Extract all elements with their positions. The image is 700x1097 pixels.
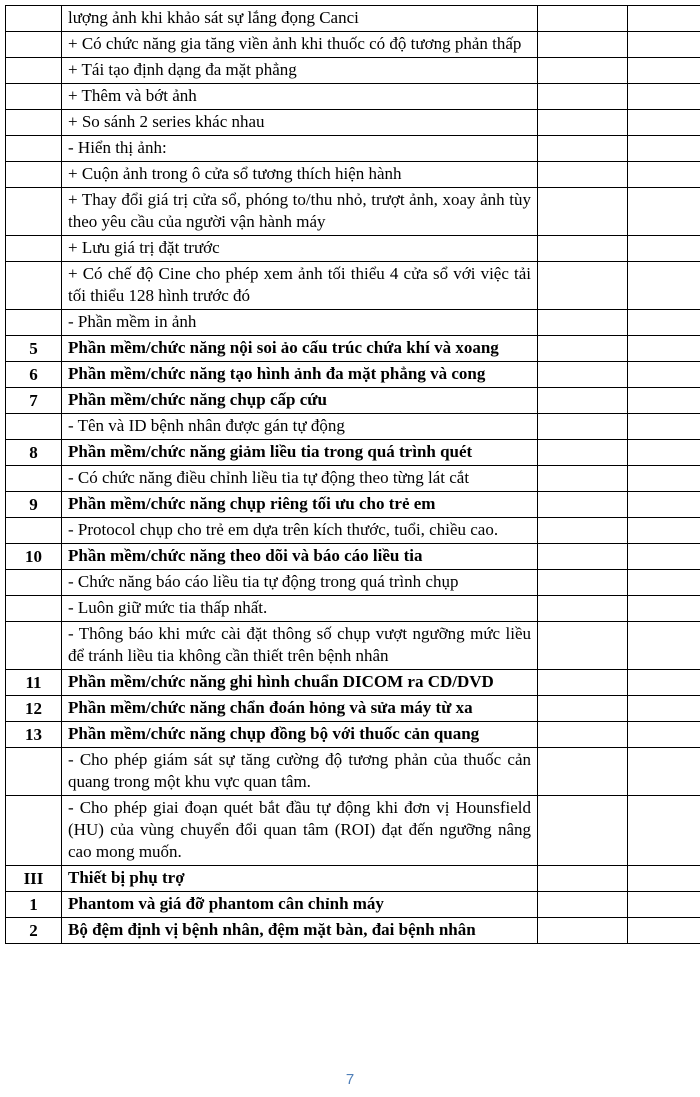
row-description-cell: Phần mềm/chức năng chụp riêng tối ưu cho trẻ em — [62, 492, 538, 518]
row-description-cell: + Có chế độ Cine cho phép xem ảnh tối thiểu 4 cửa sổ với việc tải tối thiểu 128 hình trước đó — [62, 262, 538, 310]
empty-cell — [538, 892, 628, 918]
empty-cell — [538, 236, 628, 262]
row-number-cell — [6, 596, 62, 622]
row-number-cell — [6, 32, 62, 58]
table-row — [6, 466, 700, 492]
row-number-cell — [6, 796, 62, 866]
table-row — [6, 188, 700, 236]
row-description-cell: lượng ảnh khi khảo sát sự lắng đọng Canci — [62, 6, 538, 32]
empty-cell — [538, 162, 628, 188]
empty-cell — [538, 748, 628, 796]
table-row — [6, 748, 700, 796]
row-number-cell — [6, 188, 62, 236]
table-row — [6, 6, 700, 32]
row-description-cell: - Hiển thị ảnh: — [62, 136, 538, 162]
empty-cell — [628, 136, 700, 162]
row-description-cell: Phần mềm/chức năng nội soi ảo cấu trúc chứa khí và xoang — [62, 336, 538, 362]
row-description-cell: - Thông báo khi mức cài đặt thông số chụp vượt ngưỡng mức liều để tránh liều tia không cần thiết trên bệnh nhân — [62, 622, 538, 670]
table-row — [6, 892, 700, 918]
row-number-cell: 1 — [6, 892, 62, 918]
empty-cell — [538, 32, 628, 58]
empty-cell — [628, 892, 700, 918]
row-description-cell: + Tái tạo định dạng đa mặt phẳng — [62, 58, 538, 84]
row-description-cell: Phần mềm/chức năng chụp cấp cứu — [62, 388, 538, 414]
empty-cell — [628, 310, 700, 336]
empty-cell — [628, 84, 700, 110]
empty-cell — [628, 696, 700, 722]
table-row — [6, 262, 700, 310]
empty-cell — [628, 518, 700, 544]
table-row — [6, 544, 700, 570]
row-number-cell: 9 — [6, 492, 62, 518]
empty-cell — [538, 622, 628, 670]
row-description-cell: - Tên và ID bệnh nhân được gán tự động — [62, 414, 538, 440]
empty-cell — [628, 262, 700, 310]
row-number-cell — [6, 6, 62, 32]
table-row — [6, 310, 700, 336]
table-row — [6, 336, 700, 362]
empty-cell — [538, 310, 628, 336]
row-number-cell — [6, 110, 62, 136]
row-number-cell — [6, 84, 62, 110]
empty-cell — [628, 188, 700, 236]
empty-cell — [538, 136, 628, 162]
row-number-cell: 13 — [6, 722, 62, 748]
table-row — [6, 492, 700, 518]
empty-cell — [628, 440, 700, 466]
empty-cell — [538, 110, 628, 136]
row-description-cell: Phantom và giá đỡ phantom cân chỉnh máy — [62, 892, 538, 918]
row-number-cell — [6, 570, 62, 596]
empty-cell — [538, 518, 628, 544]
row-number-cell: 7 — [6, 388, 62, 414]
table-row — [6, 136, 700, 162]
empty-cell — [628, 748, 700, 796]
row-number-cell — [6, 466, 62, 492]
empty-cell — [628, 492, 700, 518]
row-description-cell: + So sánh 2 series khác nhau — [62, 110, 538, 136]
empty-cell — [538, 336, 628, 362]
empty-cell — [538, 6, 628, 32]
table-row — [6, 918, 700, 944]
table-row — [6, 596, 700, 622]
empty-cell — [628, 58, 700, 84]
empty-cell — [538, 58, 628, 84]
table-row — [6, 866, 700, 892]
table-row — [6, 722, 700, 748]
empty-cell — [628, 622, 700, 670]
row-description-cell: + Thêm và bớt ảnh — [62, 84, 538, 110]
row-number-cell — [6, 136, 62, 162]
row-number-cell — [6, 162, 62, 188]
row-description-cell: - Protocol chụp cho trẻ em dựa trên kích thước, tuổi, chiều cao. — [62, 518, 538, 544]
table-row — [6, 388, 700, 414]
table-row — [6, 796, 700, 866]
row-description-cell: Phần mềm/chức năng theo dõi và báo cáo liều tia — [62, 544, 538, 570]
empty-cell — [628, 570, 700, 596]
empty-cell — [538, 796, 628, 866]
table-row — [6, 162, 700, 188]
row-description-cell: - Chức năng báo cáo liều tia tự động trong quá trình chụp — [62, 570, 538, 596]
empty-cell — [628, 362, 700, 388]
row-description-cell: + Lưu giá trị đặt trước — [62, 236, 538, 262]
empty-cell — [538, 440, 628, 466]
page-number: 7 — [345, 1071, 355, 1088]
row-number-cell — [6, 748, 62, 796]
row-description-cell: - Luôn giữ mức tia thấp nhất. — [62, 596, 538, 622]
row-description-cell: - Cho phép giám sát sự tăng cường độ tương phản của thuốc cản quang trong một khu vực quan tâm. — [62, 748, 538, 796]
table-row — [6, 414, 700, 440]
specification-table — [5, 5, 700, 944]
empty-cell — [628, 110, 700, 136]
empty-cell — [628, 466, 700, 492]
specification-table-body — [6, 6, 700, 944]
empty-cell — [538, 388, 628, 414]
empty-cell — [538, 544, 628, 570]
empty-cell — [628, 544, 700, 570]
row-number-cell — [6, 518, 62, 544]
table-row — [6, 236, 700, 262]
table-row — [6, 440, 700, 466]
empty-cell — [538, 670, 628, 696]
row-number-cell: 12 — [6, 696, 62, 722]
empty-cell — [538, 596, 628, 622]
empty-cell — [538, 866, 628, 892]
table-row — [6, 696, 700, 722]
row-description-cell: Phần mềm/chức năng chụp đồng bộ với thuốc cản quang — [62, 722, 538, 748]
row-number-cell — [6, 622, 62, 670]
empty-cell — [628, 414, 700, 440]
row-description-cell: - Phần mềm in ảnh — [62, 310, 538, 336]
empty-cell — [538, 492, 628, 518]
row-number-cell — [6, 236, 62, 262]
empty-cell — [628, 918, 700, 944]
table-row — [6, 84, 700, 110]
row-number-cell: 8 — [6, 440, 62, 466]
empty-cell — [628, 866, 700, 892]
row-description-cell: Phần mềm/chức năng chẩn đoán hỏng và sửa máy từ xa — [62, 696, 538, 722]
row-number-cell — [6, 262, 62, 310]
empty-cell — [628, 388, 700, 414]
row-description-cell: Thiết bị phụ trợ — [62, 866, 538, 892]
row-number-cell: 6 — [6, 362, 62, 388]
empty-cell — [628, 162, 700, 188]
row-number-cell — [6, 310, 62, 336]
table-row — [6, 518, 700, 544]
table-row — [6, 622, 700, 670]
row-number-cell — [6, 414, 62, 440]
row-description-cell: Phần mềm/chức năng tạo hình ảnh đa mặt phẳng và cong — [62, 362, 538, 388]
table-row — [6, 570, 700, 596]
row-number-cell: III — [6, 866, 62, 892]
empty-cell — [538, 414, 628, 440]
table-row — [6, 110, 700, 136]
row-description-cell: Phần mềm/chức năng ghi hình chuẩn DICOM ra CD/DVD — [62, 670, 538, 696]
row-number-cell: 2 — [6, 918, 62, 944]
table-row — [6, 32, 700, 58]
row-description-cell: + Cuộn ảnh trong ô cửa sổ tương thích hiện hành — [62, 162, 538, 188]
row-number-cell: 10 — [6, 544, 62, 570]
empty-cell — [538, 918, 628, 944]
empty-cell — [538, 466, 628, 492]
row-description-cell: + Thay đổi giá trị cửa sổ, phóng to/thu nhỏ, trượt ảnh, xoay ảnh tùy theo yêu cầu của người vận hành máy — [62, 188, 538, 236]
empty-cell — [628, 670, 700, 696]
row-description-cell: + Có chức năng gia tăng viền ảnh khi thuốc có độ tương phản thấp — [62, 32, 538, 58]
row-number-cell: 5 — [6, 336, 62, 362]
empty-cell — [628, 236, 700, 262]
empty-cell — [538, 570, 628, 596]
empty-cell — [628, 796, 700, 866]
empty-cell — [538, 722, 628, 748]
empty-cell — [538, 362, 628, 388]
empty-cell — [628, 6, 700, 32]
empty-cell — [538, 262, 628, 310]
table-row — [6, 362, 700, 388]
table-row — [6, 58, 700, 84]
empty-cell — [628, 722, 700, 748]
row-description-cell: Phần mềm/chức năng giảm liều tia trong quá trình quét — [62, 440, 538, 466]
table-row — [6, 670, 700, 696]
empty-cell — [538, 188, 628, 236]
row-number-cell: 11 — [6, 670, 62, 696]
row-description-cell: - Cho phép giai đoạn quét bắt đầu tự động khi đơn vị Hounsfield (HU) của vùng chuyển đổi quan tâm (ROI) đạt đến ngưỡng nâng cao mong muốn. — [62, 796, 538, 866]
empty-cell — [538, 696, 628, 722]
empty-cell — [628, 596, 700, 622]
row-number-cell — [6, 58, 62, 84]
empty-cell — [628, 336, 700, 362]
row-description-cell: - Có chức năng điều chỉnh liều tia tự động theo từng lát cắt — [62, 466, 538, 492]
row-description-cell: Bộ đệm định vị bệnh nhân, đệm mặt bàn, đai bệnh nhân — [62, 918, 538, 944]
empty-cell — [538, 84, 628, 110]
empty-cell — [628, 32, 700, 58]
